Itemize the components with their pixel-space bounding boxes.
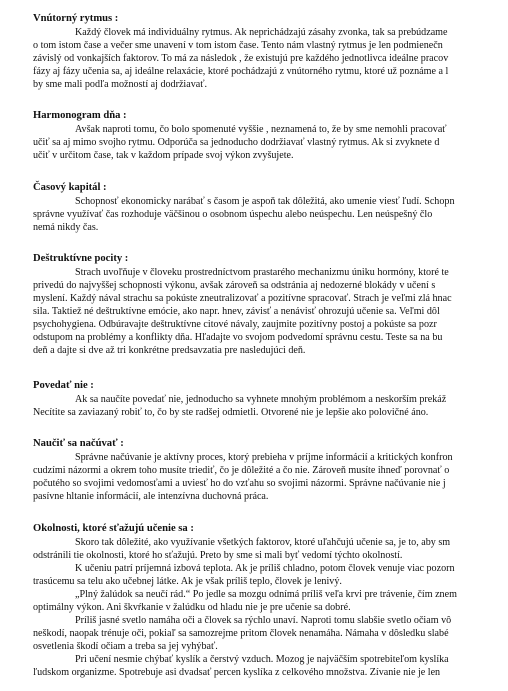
section-heading: Okolnosti, ktoré sťažujú učenie sa : [33,523,194,534]
paragraph-line: počutého so svojimi vedomosťami a uviesť ho do vzťahu so svojimi názormi. Správne načúvanie nie j [33,478,446,489]
paragraph-line: fázy aj fázy učenia sa, aj ideálne relaxácie, ktoré pochádzajú z vnútorného rytmu, ktoré už poznáme a l [33,66,449,77]
paragraph-line: učiť sa aj mimo svojho rytmu. Odporúča sa jednoducho dodržiavať vlastný rytmus. Ak si zvyknete d [33,137,440,148]
paragraph-line: trasúcemu sa telu ako učebnej látke. Ak je však príliš teplo, človek je lenivý. [33,576,342,587]
paragraph-line: o tom istom čase a večer sme unavení v tom istom čase. Tento nám vlastný rytmus je len podmienečn [33,40,443,51]
paragraph-line: sila. Taktiež né deštruktívne emócie, ako napr. hnev, závisť a nenávisť ohrozujú učenie sa. Veľmi dôl [33,306,440,317]
paragraph-line: Pri učení nesmie chýbať kyslík a čerstvý vzduch. Mozog je najväčším spotrebiteľom kyslíka [75,654,449,665]
paragraph-line: optimálny výkon. Ani škvŕkanie v žalúdku od hladu nie je pre učenie sa dobré. [33,602,351,613]
paragraph-line: Schopnosť ekonomicky narábať s časom je aspoň tak dôležitá, ako umenie viesť ľudí. Schopn [75,196,455,207]
paragraph-line: závislý od vonkajších faktorov. To má za následok , že existujú pre každého jednotlivca ideálne pracov [33,53,449,64]
paragraph-line: neškodí, naopak trénuje oči, pokiaľ sa samozrejme pritom človek nenamáha. Námaha v dôsledku slabé [33,628,449,639]
paragraph-line: psychohygiena. Odbúravajte deštruktívne citové návaly, zaujmite pozitívny postoj a pokúste sa pozr [33,319,437,330]
paragraph-line: by sme mali podľa možností aj dodržiavať. [33,79,208,90]
paragraph-line: nemá nikdy čas. [33,222,99,233]
section-heading: Deštruktívne pocity : [33,253,129,264]
paragraph-line: správne využívať čas rozhoduje väčšinou o osobnom úspechu alebo neúspechu. Len neúspešný člo [33,209,433,220]
paragraph-line: Správne načúvanie je aktívny proces, ktorý prebieha v príjme informácií a kritických konfron [75,452,453,463]
paragraph-line: deň a dajte si dve až tri konkrétne predsavzatia pre nasledujúci deň. [33,345,306,356]
paragraph-line: myslení. Každý nával strachu sa pokúste zneutralizovať a pozitívne spracovať. Strach je veľmi zlá hnac [33,293,452,304]
paragraph-line: osvetlenia škodí očiam a treba sa jej vyhýbať. [33,641,218,652]
paragraph-line: ľudskom organizme. Spotrebuje asi dvadsať percen kyslíka z celkového množstva. Zívanie nie je len [33,667,441,678]
paragraph-line: Skoro tak dôležité, ako využívanie všetkých faktorov, ktoré uľahčujú učenie sa, je to, aby sm [75,537,451,548]
paragraph-line: učiť v určitom čase, tak v každom prípade svoj výkon zvyšujete. [33,150,294,161]
paragraph-line: Strach uvoľňuje v človeku prostredníctvom prastarého mechanizmu úniku hormóny, ktoré te [75,267,449,278]
paragraph-line: cudzími názormi a okrem toho musíte triediť, čo je dôležité a čo nie. Zároveň musíte ihneď porovnať o [33,465,450,476]
section-heading: Časový kapitál : [33,182,107,193]
paragraph-line: Príliš jasné svetlo namáha oči a človek sa rýchlo unaví. Naproti tomu slabšie svetlo očiam vô [75,615,452,626]
paragraph-line: Necítite sa zaviazaný robiť to, čo by ste radšej odmietli. Otvorené nie je lepšie ako polovičné áno. [33,407,429,418]
section-heading: Harmonogram dňa : [33,110,127,121]
section-heading: Povedať nie : [33,380,94,391]
section-heading: Naučiť sa načúvať : [33,438,124,449]
paragraph-line: Každý človek má individuálny rytmus. Ak neprichádzajú zásahy zvonka, tak sa prebúdzame [75,27,448,38]
paragraph-line: pasívne hltanie informácií, ale intenzívna duchovná práca. [33,491,269,502]
paragraph-line: „Plný žalúdok sa neučí rád.“ Po jedle sa mozgu odnímá príliš veľa krvi pre trávenie, čím znem [75,589,457,600]
paragraph-line: odstránili tie okolnosti, ktoré ho sťažujú. Preto by sme si mali byť vedomí týchto okolností. [33,550,403,561]
paragraph-line: Avšak naproti tomu, čo bolo spomenuté vyššie , neznamená to, že by sme nemohli pracovať [75,124,447,135]
paragraph-line: odstupom na problémy a konflikty dňa. Hľadajte vo svojom podvedomí správnu cestu. Teste sa na bu [33,332,443,343]
paragraph-line: Ak sa naučíte povedať nie, jednoducho sa vyhnete mnohým problémom a neskorším prekáž [75,394,447,405]
paragraph-line: K učeniu patrí príjemná izbová teplota. Ak je príliš chladno, potom človek venuje viac pozorn [75,563,455,574]
paragraph-line: privedú do najvyššej schopnosti výkonu, avšak zároveň sa odstránia aj nedozerné blokády v učení s [33,280,436,291]
section-heading: Vnútorný rytmus : [33,13,119,24]
